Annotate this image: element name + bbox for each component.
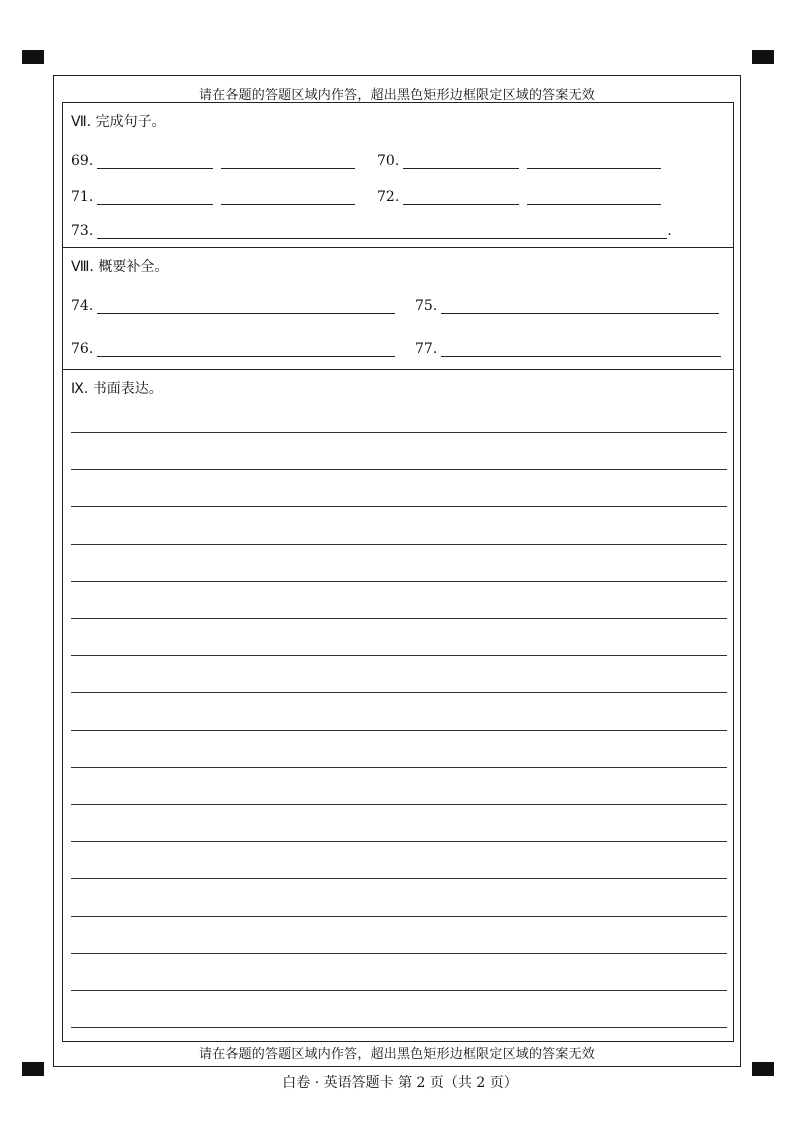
question-number: 77. [415, 341, 438, 357]
answer-blank[interactable] [441, 299, 719, 314]
writing-line[interactable] [71, 916, 727, 917]
question-72[interactable] [377, 189, 661, 205]
section-9-writing [63, 370, 733, 1040]
answer-blank[interactable] [221, 190, 355, 205]
answer-blank[interactable] [97, 224, 667, 239]
question-70[interactable] [377, 153, 661, 169]
question-77[interactable] [415, 341, 721, 357]
writing-line[interactable] [71, 469, 727, 470]
writing-line[interactable] [71, 990, 727, 991]
question-71[interactable] [71, 189, 355, 205]
writing-line[interactable] [71, 841, 727, 842]
question-number: 76. [71, 341, 94, 357]
writing-line[interactable] [71, 953, 727, 954]
answer-blank[interactable] [527, 190, 661, 205]
answer-blank[interactable] [527, 154, 661, 169]
answer-blank[interactable] [97, 342, 395, 357]
question-73[interactable] [71, 223, 672, 239]
writing-line[interactable] [71, 618, 727, 619]
answer-blank[interactable] [97, 299, 395, 314]
writing-line[interactable] [71, 432, 727, 433]
question-number: 75. [415, 298, 438, 314]
answer-blank[interactable] [97, 154, 213, 169]
question-number: 70. [377, 153, 400, 169]
answer-blank[interactable] [441, 342, 721, 357]
sentence-end-period: . [667, 223, 672, 239]
question-number: 74. [71, 298, 94, 314]
question-number: 71. [71, 189, 94, 205]
registration-mark-top-right [752, 50, 774, 64]
question-75[interactable] [415, 298, 719, 314]
section-8-title: Ⅷ. 概要补全。 [71, 259, 169, 275]
writing-line[interactable] [71, 730, 727, 731]
question-69[interactable] [71, 153, 355, 169]
question-76[interactable] [71, 341, 395, 357]
answer-blank[interactable] [403, 154, 519, 169]
notice-top: 请在各题的答题区域内作答，超出黑色矩形边框限定区域的答案无效 [198, 88, 595, 103]
writing-line[interactable] [71, 878, 727, 879]
writing-line[interactable] [71, 804, 727, 805]
section-7-title: Ⅶ. 完成句子。 [71, 114, 166, 130]
writing-line[interactable] [71, 767, 727, 768]
answer-blank[interactable] [221, 154, 355, 169]
writing-line[interactable] [71, 692, 727, 693]
writing-line[interactable] [71, 506, 727, 507]
question-number: 72. [377, 189, 400, 205]
section-8-summary [63, 248, 733, 370]
section-7-complete-sentences [63, 103, 733, 248]
question-number: 73. [71, 223, 94, 239]
writing-line[interactable] [71, 655, 727, 656]
writing-line[interactable] [71, 581, 727, 582]
page-footer: 白卷 · 英语答题卡 第 2 页（共 2 页） [282, 1075, 518, 1091]
question-number: 69. [71, 153, 94, 169]
writing-line[interactable] [71, 1027, 727, 1028]
answer-blank[interactable] [97, 190, 213, 205]
registration-mark-top-left [22, 50, 44, 64]
section-9-title: Ⅸ. 书面表达。 [71, 381, 163, 397]
answer-blank[interactable] [403, 190, 519, 205]
answer-area [62, 102, 734, 1042]
notice-bottom: 请在各题的答题区域内作答，超出黑色矩形边框限定区域的答案无效 [198, 1047, 595, 1062]
writing-line[interactable] [71, 544, 727, 545]
question-74[interactable] [71, 298, 395, 314]
